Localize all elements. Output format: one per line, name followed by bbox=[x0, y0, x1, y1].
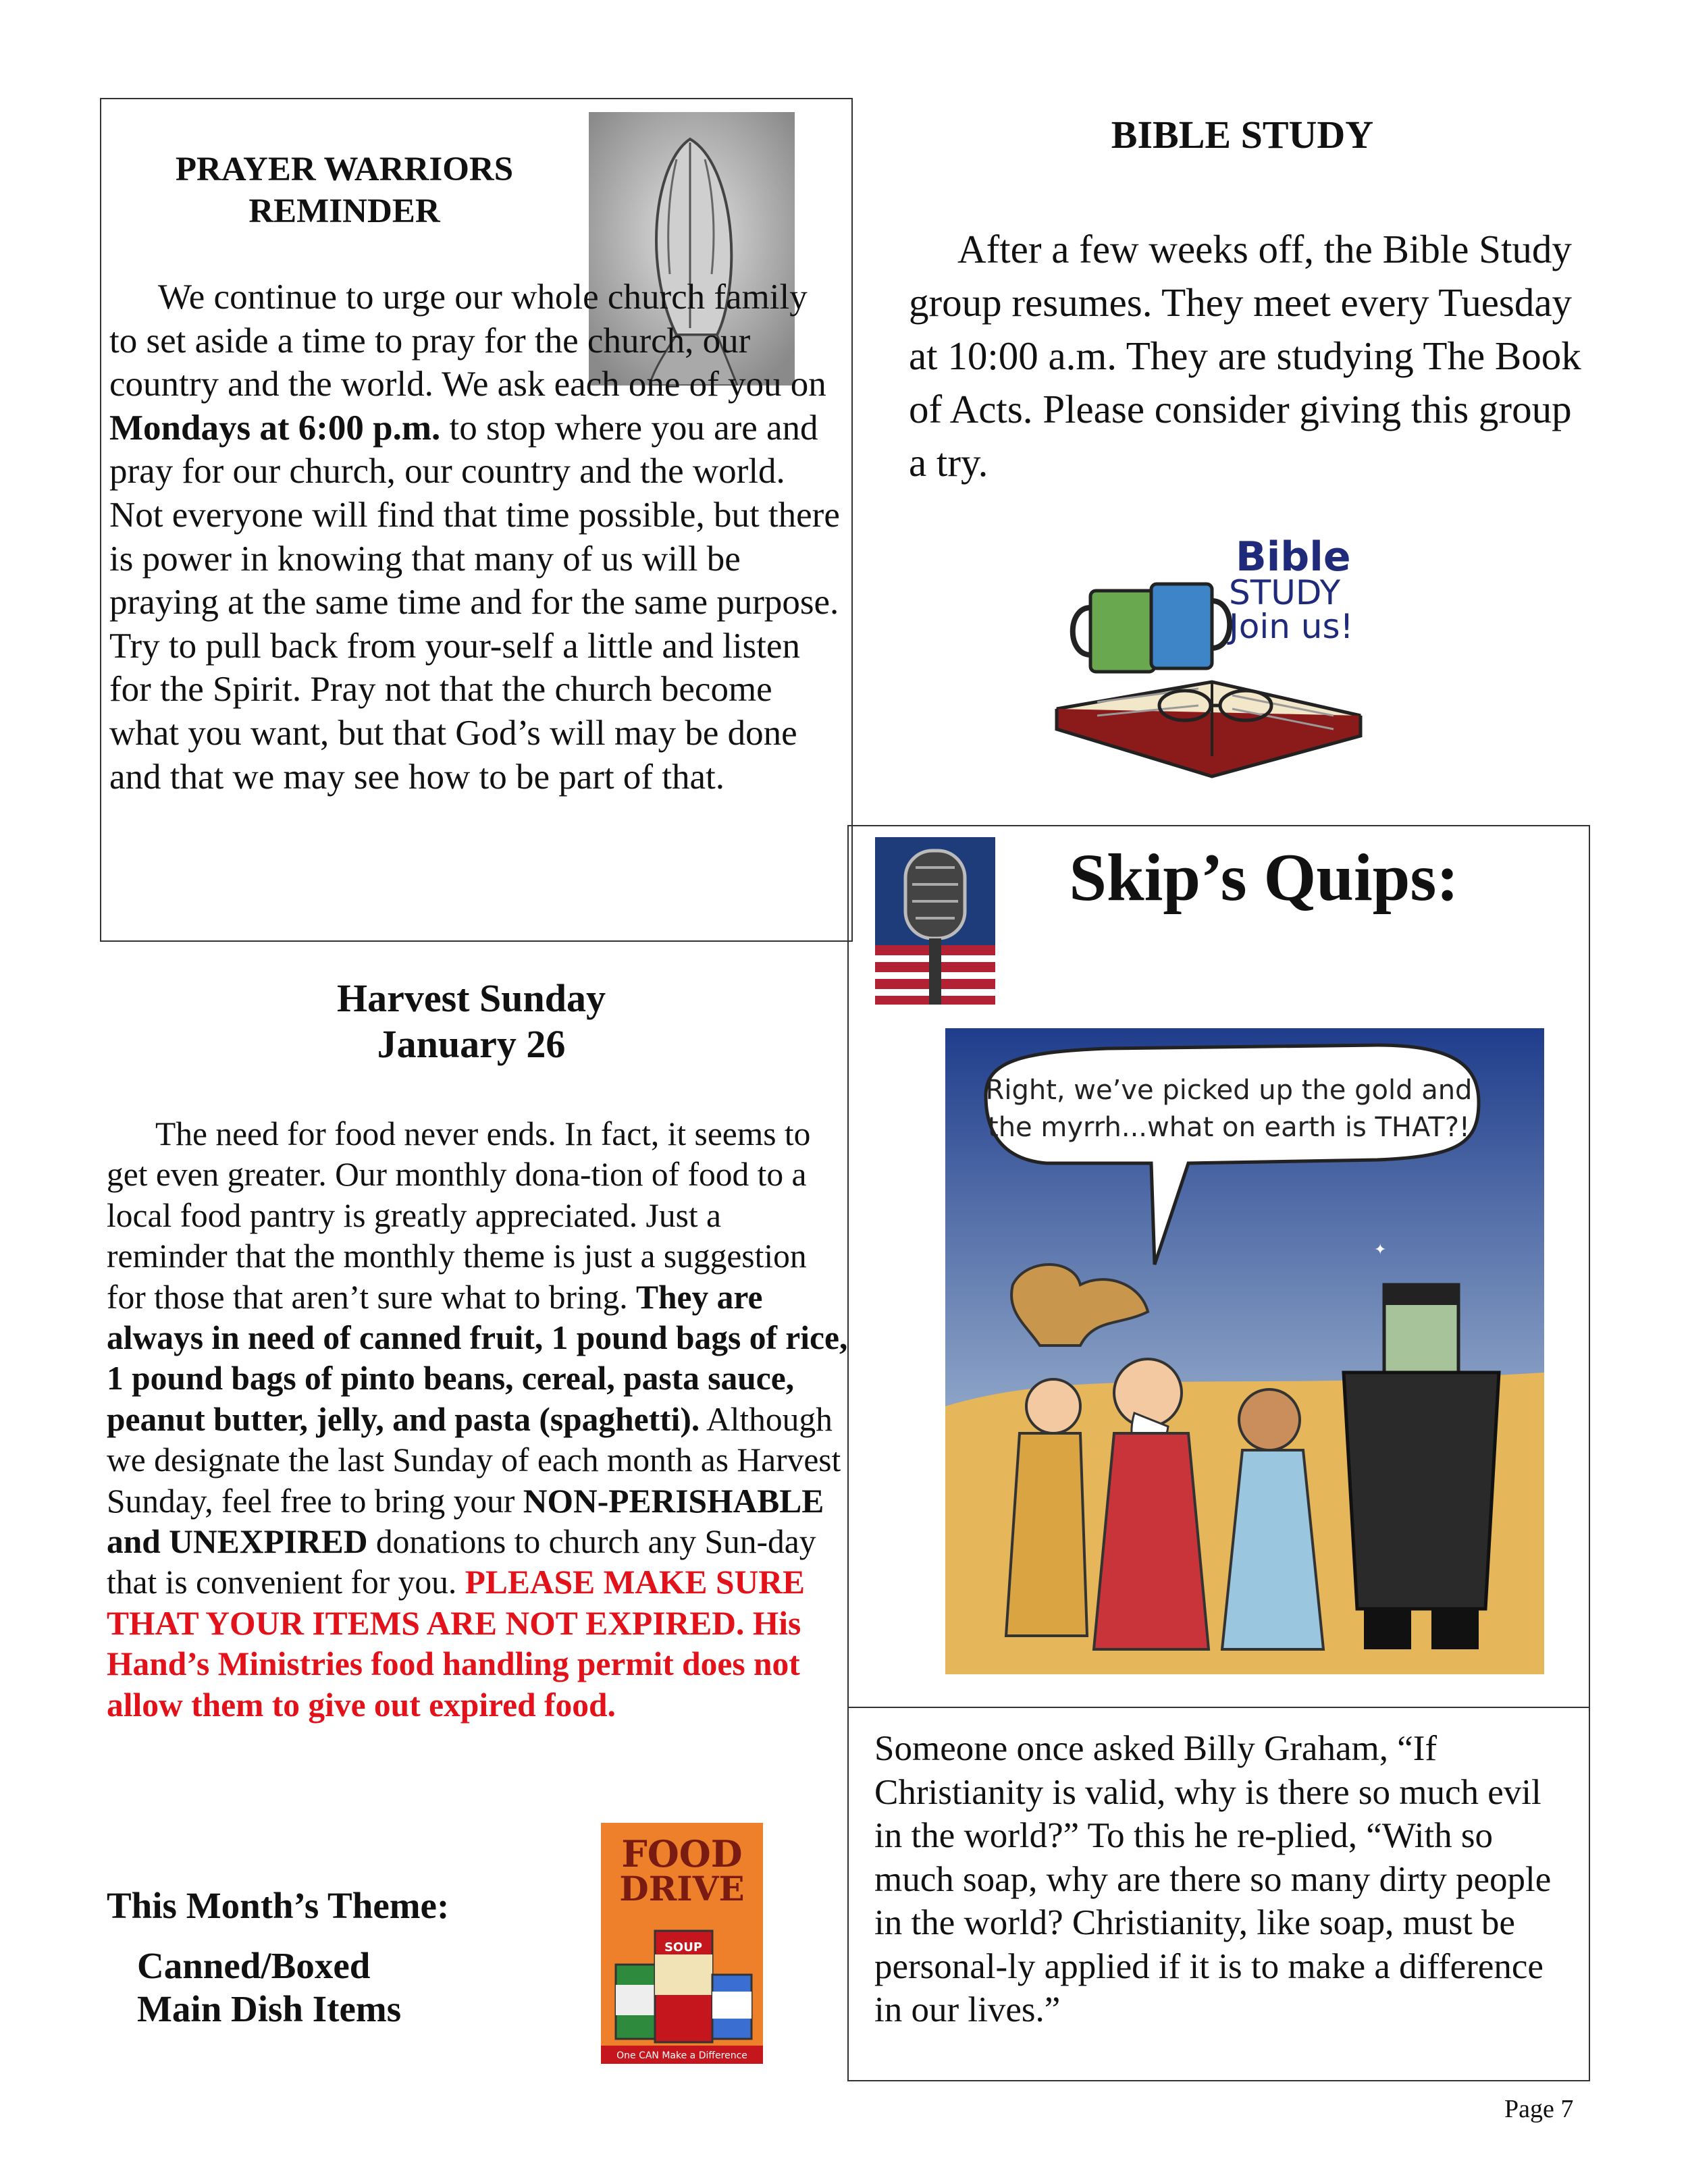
cartoon-bubble-line2: the myrrh...what on earth is THAT?! bbox=[988, 1112, 1470, 1143]
bible-study-text bbox=[909, 223, 1584, 489]
food-drive-image bbox=[601, 1823, 763, 2064]
join-us-image-word: Join us! bbox=[1229, 607, 1354, 646]
mug-icon bbox=[1073, 591, 1155, 672]
harvest-text-part5: donations to church any Sun-day that is convenient for you. bbox=[107, 1523, 816, 1601]
can-icon bbox=[712, 1975, 751, 2039]
bible-study-paragraph: After a few weeks off, the Bible Study group resumes. They meet every Tuesday at 10:00 a.m. They are studying The Book of Acts. Please consider giving this group a try. bbox=[909, 227, 1581, 485]
prayer-title-line1: PRAYER WARRIORS bbox=[175, 151, 514, 188]
mug-icon bbox=[1151, 584, 1230, 668]
billy-graham-quote: Someone once asked Billy Graham, “If Christianity is valid, why is there so much evil in the world?” To this he re-plied, “With so much soap, why are there so many dirty people in the world? Christianity, like soap, must be personal-ly applied if it is to make a difference in our lives.” bbox=[874, 1729, 1552, 2029]
skips-quips-title: Skip’s Quips: bbox=[1069, 840, 1459, 915]
microphone-icon bbox=[875, 837, 995, 1005]
harvest-nonperishable: NON-PERISHABLE and UNEXPIRED bbox=[107, 1482, 824, 1561]
monthly-theme-value bbox=[137, 1944, 401, 2031]
harvest-expired-warning: PLEASE MAKE SURE THAT YOUR ITEMS ARE NOT EXPIRED. His Hand’s Ministries food handling permit does not allow them to give out expired food. bbox=[107, 1564, 805, 1724]
page-number: Page 7 bbox=[1504, 2095, 1574, 2123]
theme-line1: Canned/Boxed bbox=[137, 1945, 371, 1986]
food-drive-word1: FOOD bbox=[621, 1832, 743, 1875]
harvest-date: January 26 bbox=[377, 1022, 566, 1066]
monthly-theme-label: This Month’s Theme: bbox=[107, 1885, 450, 1926]
food-drive-tagline: One CAN Make a Difference bbox=[616, 2050, 747, 2061]
prayer-time: Mondays at 6:00 p.m. bbox=[109, 408, 441, 448]
bible-image-word: Bible bbox=[1236, 533, 1351, 581]
prayer-text-rest: to stop where you are and pray for our church, our country and the world. Not everyone will find that time possible, but there is power in knowing that many of us will be praying at the same time and for the same purpose. Try to pull back from your-self a little and listen for the Spirit. Pray not that the church become what you want, but that God’s will may be done and that we may see how to be part of that. bbox=[109, 408, 840, 797]
bible-study-join-us-image bbox=[1043, 533, 1394, 783]
prayer-warriors-title bbox=[115, 149, 574, 232]
harvest-text-part1: The need for food never ends. In fact, it seems to get even greater. Our monthly dona-tion of food to a local food pantry is greatly appreciated. Just a reminder that the monthly theme is just a suggestion for those that aren’t sure what to bring. bbox=[107, 1115, 811, 1316]
bible-study-title: BIBLE STUDY bbox=[1111, 113, 1374, 157]
harvest-needed-items: They are always in need of canned fruit, 1 pound bags of rice, 1 pound bags of pinto beans, cereal, pasta sauce, peanut butter, jelly, and pasta (spaghetti). bbox=[107, 1278, 848, 1438]
star-icon: ✦ bbox=[1374, 1242, 1387, 1258]
cartoon-bubble-line1: Right, we’ve picked up the gold and bbox=[985, 1075, 1473, 1106]
study-image-word: STUDY bbox=[1229, 573, 1341, 612]
open-book-icon bbox=[1057, 682, 1361, 776]
harvest-sunday-title bbox=[100, 976, 843, 1067]
harvest-title-line1: Harvest Sunday bbox=[336, 976, 606, 1020]
theme-line2: Main Dish Items bbox=[137, 1988, 402, 2029]
food-drive-word2: DRIVE bbox=[619, 1869, 745, 1909]
can-icon bbox=[616, 1965, 660, 2039]
prayer-text-intro: We continue to urge our whole church family to set aside a time to pray for the church, our country and the world. We ask each one of you on bbox=[109, 277, 826, 404]
harvest-sunday-text bbox=[107, 1114, 849, 1726]
harvest-text-part3: Although we designate the last Sunday of each month as Harvest Sunday, feel free to bring your bbox=[107, 1400, 841, 1520]
prayer-title-line2: REMINDER bbox=[248, 192, 440, 230]
wise-men-cartoon bbox=[945, 1028, 1544, 1674]
soup-can-label: SOUP bbox=[664, 1940, 703, 1954]
prayer-warriors-text bbox=[109, 275, 842, 799]
